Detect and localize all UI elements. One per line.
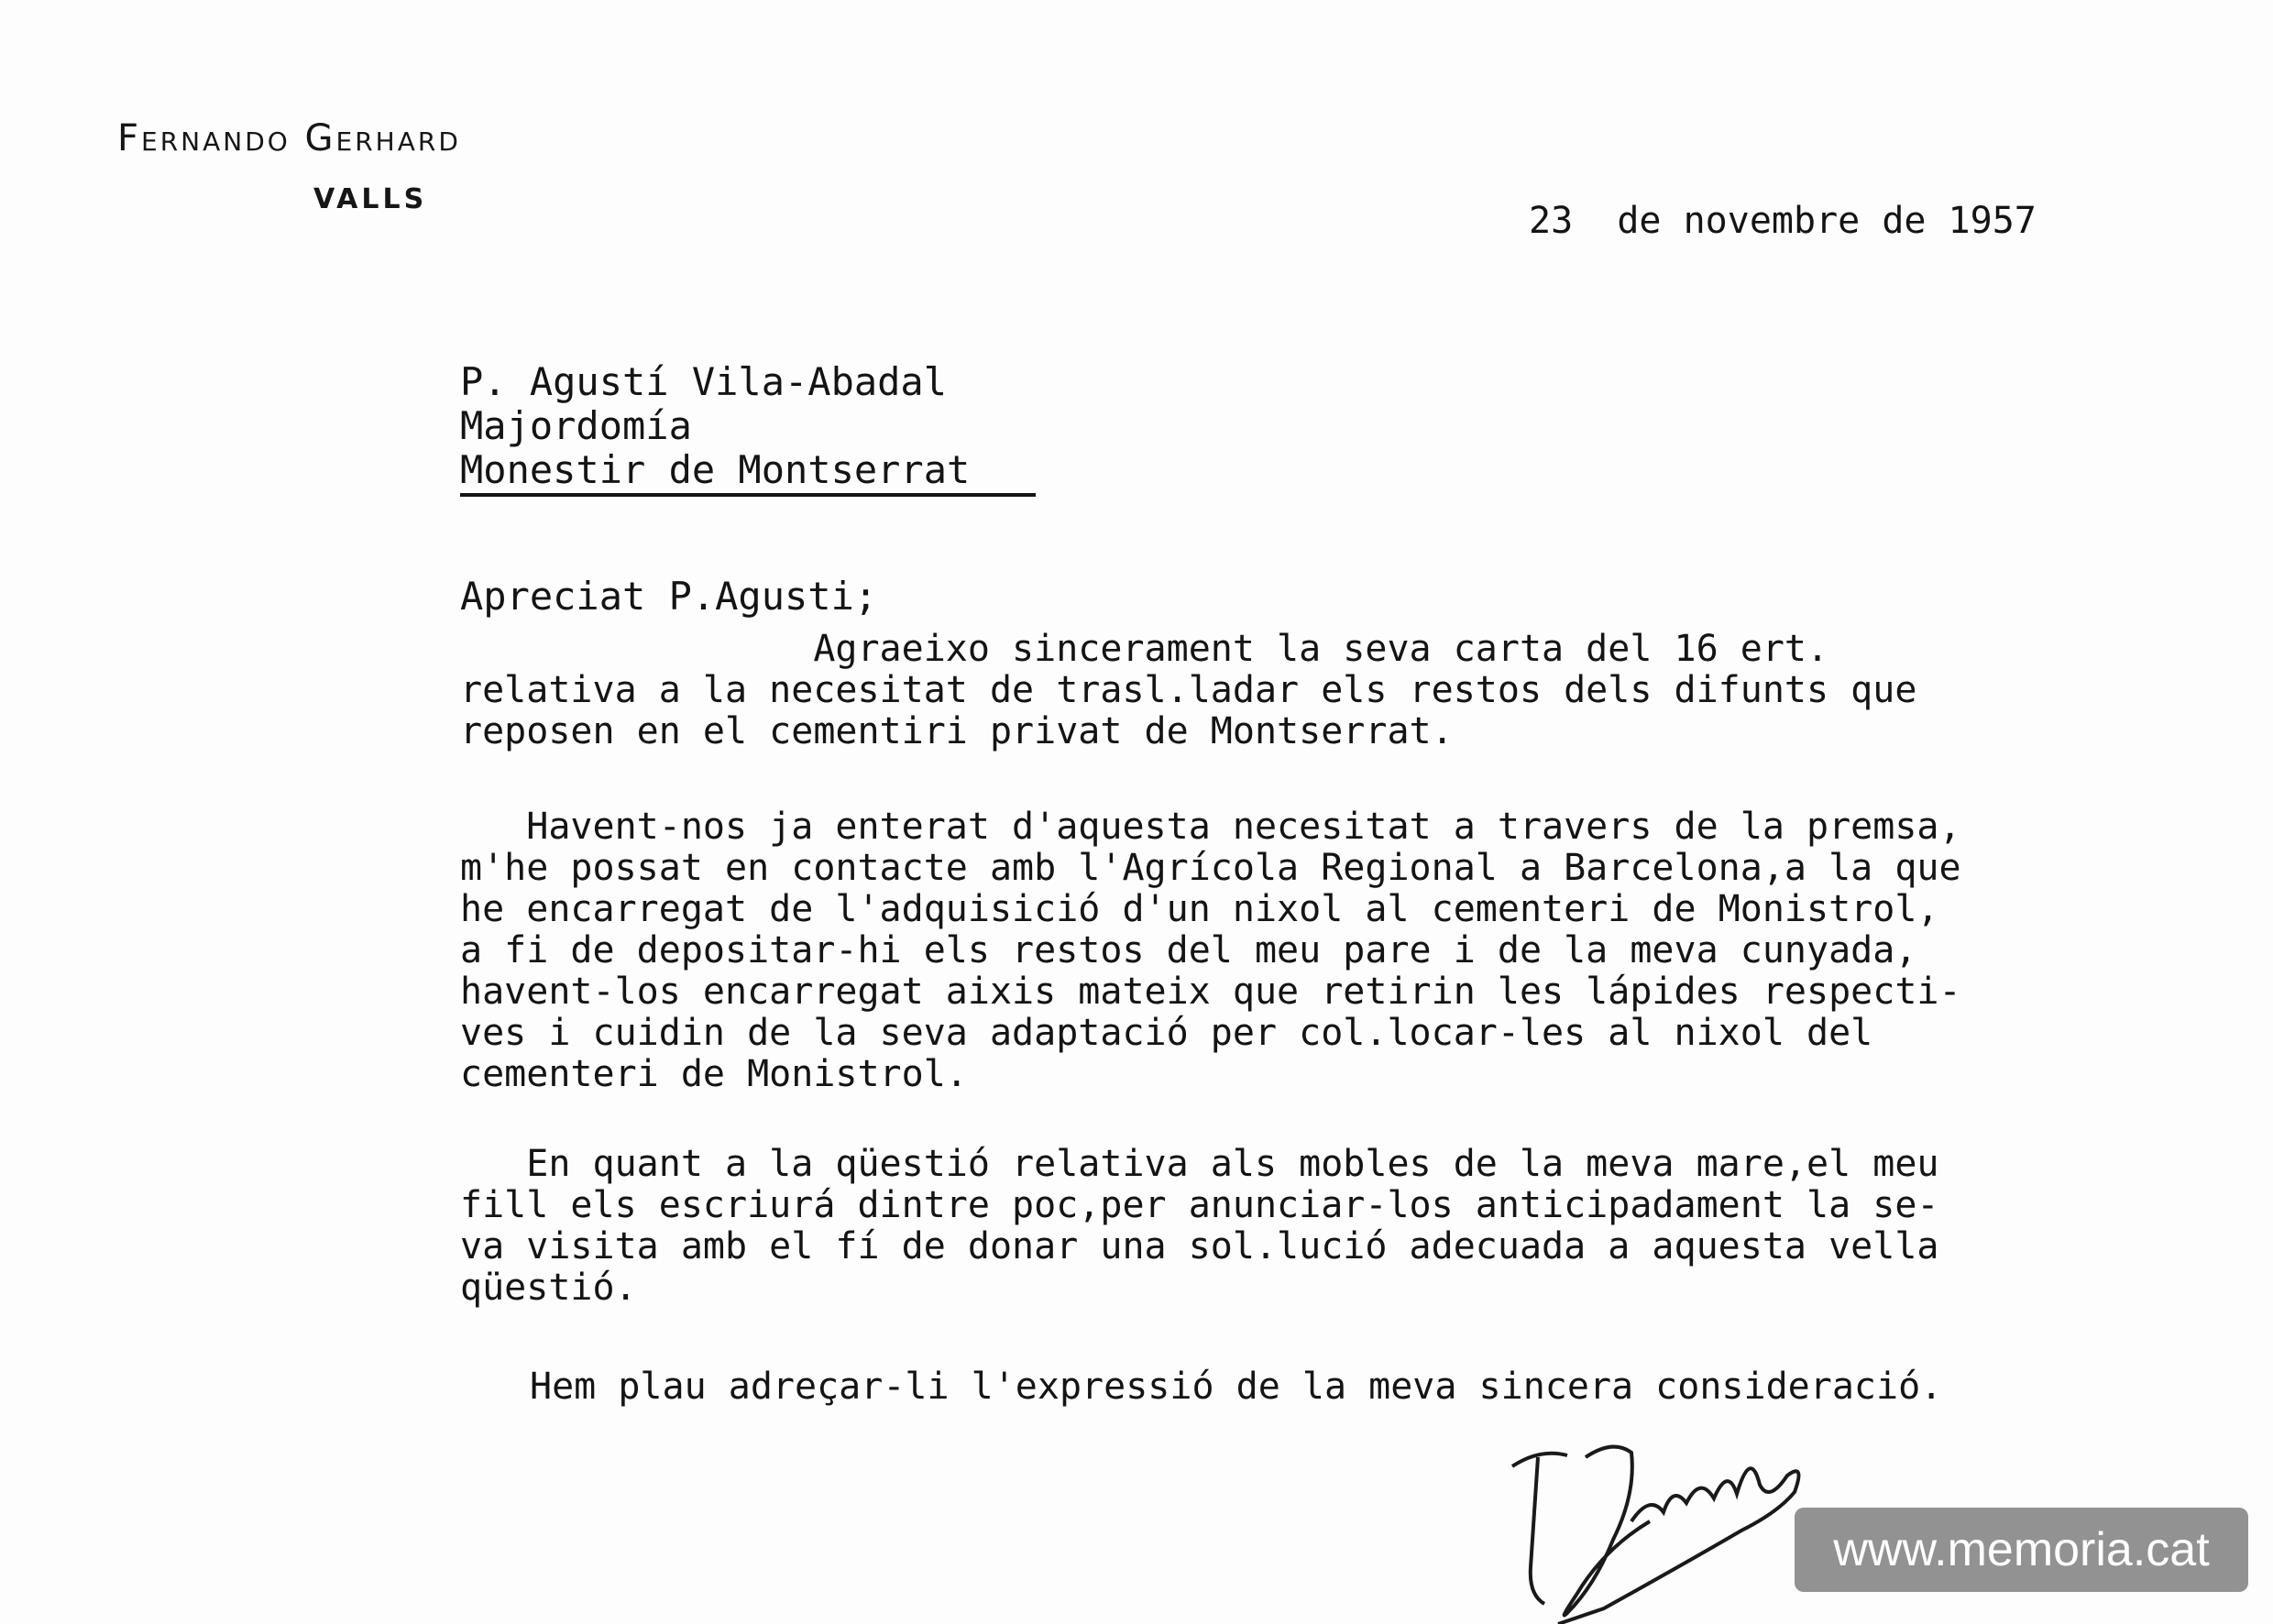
paragraph-line: Agraeixo sincerament la seva carta del 16 ert. bbox=[460, 628, 1829, 670]
letter-date: 23 de novembre de 1957 bbox=[1529, 200, 2037, 242]
address-underline bbox=[460, 493, 1036, 497]
paragraph-line: reposen en el cementiri privat de Montserrat. bbox=[460, 710, 1454, 752]
recipient-department: Majordomía bbox=[460, 403, 692, 448]
letterhead-name: Fernando Gerhard bbox=[117, 117, 461, 159]
paragraph-line: m'he possat en contacte amb l'Agrícola Regional a Barcelona,a la que bbox=[460, 847, 1961, 889]
recipient-institution: Monestir de Montserrat bbox=[460, 447, 971, 492]
paragraph-line: cementeri de Monistrol. bbox=[460, 1053, 968, 1095]
closing-line: Hem plau adreçar-li l'expressió de la meva sincera consideració. bbox=[530, 1366, 1943, 1408]
paragraph-line: fill els escriurá dintre poc,per anunciar-los anticipadament la se- bbox=[460, 1184, 1939, 1226]
paragraph-arrangements bbox=[460, 807, 2202, 1095]
paragraph-thanks bbox=[460, 629, 2202, 752]
paragraph-line: va visita amb el fí de donar una sol.lució adecuada a aquesta vella bbox=[460, 1225, 1939, 1267]
paragraph-line: ves i cuidin de la seva adaptació per col.locar-les al nixol del bbox=[460, 1012, 1873, 1054]
paragraph-line: havent-los encarregat aixis mateix que retirin les lápides respecti- bbox=[460, 971, 1961, 1013]
signature-icon bbox=[1503, 1411, 1815, 1624]
watermark-badge: www.memoria.cat bbox=[1795, 1508, 2248, 1592]
paragraph-line: a fi de depositar-hi els restos del meu pare i de la meva cunyada, bbox=[460, 929, 1917, 971]
salutation: Apreciat P.Agusti; bbox=[460, 574, 878, 619]
paragraph-furniture bbox=[460, 1144, 2202, 1309]
paragraph-line: Havent-nos ja enterat d'aquesta necesitat a travers de la premsa, bbox=[460, 806, 1961, 848]
paragraph-line: relativa a la necesitat de trasl.ladar els restos dels difunts que bbox=[460, 669, 1917, 711]
paragraph-line: he encarregat de l'adquisició d'un nixol al cementeri de Monistrol, bbox=[460, 888, 1939, 930]
recipient-name: P. Agustí Vila-Abadal bbox=[460, 359, 948, 404]
letterhead-town: VALLS bbox=[313, 183, 428, 215]
paragraph-line: qüestió. bbox=[460, 1267, 637, 1309]
paragraph-line: En quant a la qüestió relativa als mobles de la meva mare,el meu bbox=[460, 1143, 1939, 1185]
